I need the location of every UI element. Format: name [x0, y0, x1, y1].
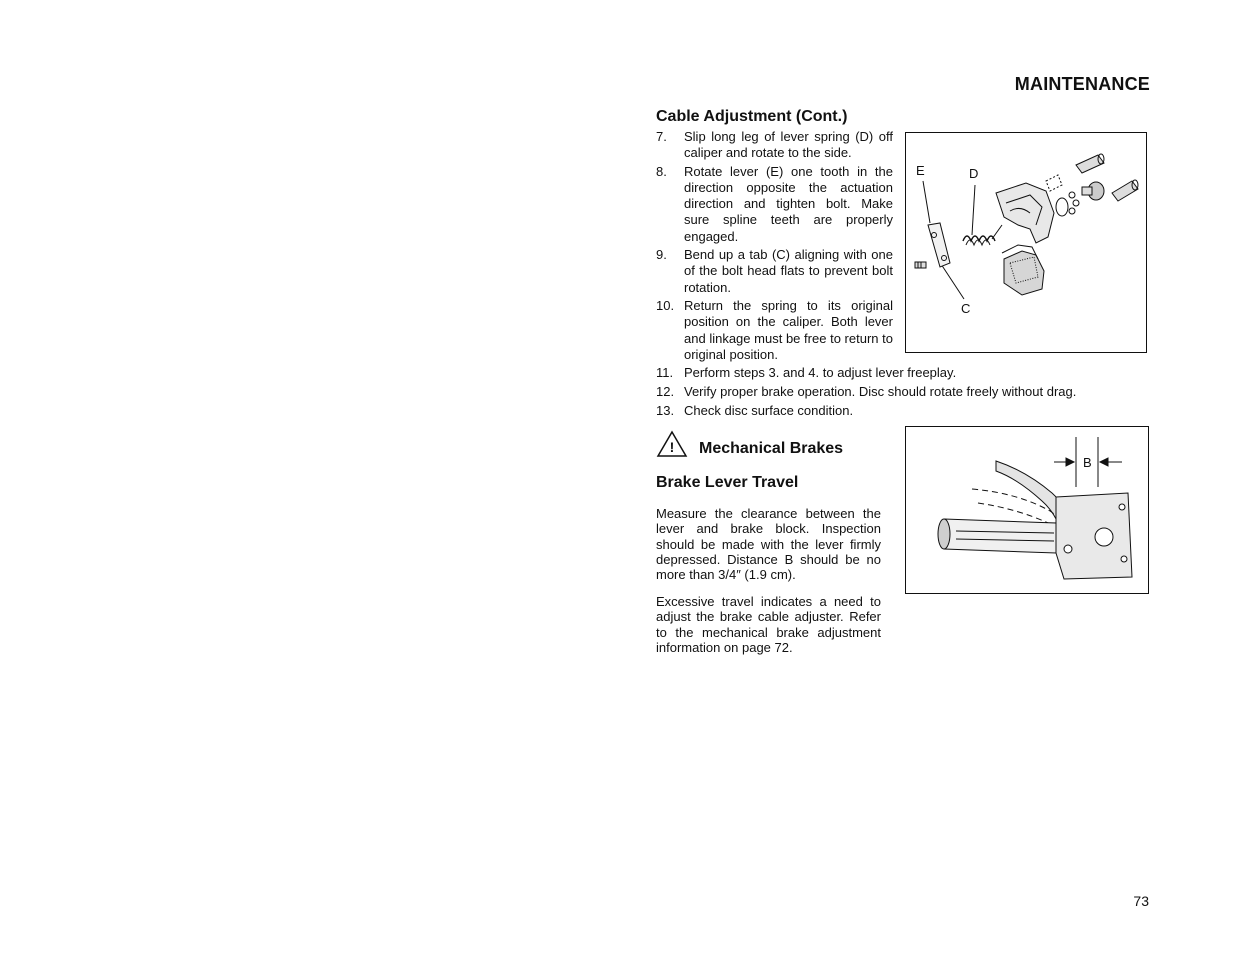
figure-label-b: B — [1083, 455, 1092, 470]
list-item: 8. Rotate lever (E) one tooth in the direction opposite the actuation direction and tighten bolt. Make sure spline teeth are properly engaged. — [656, 163, 893, 244]
list-item: 10. Return the spring to its original position on the caliper. Both lever and linkage must be free to return to original position. — [656, 297, 893, 362]
measure-clearance-paragraph: Measure the clearance between the lever and brake block. Inspection should be made with the lever firmly depressed. Distance B should be no more than 3/4″ (1.9 cm). — [656, 506, 881, 583]
caliper-exploded-figure — [905, 132, 1147, 353]
brake-lever-travel-heading: Brake Lever Travel — [656, 474, 799, 491]
figure-label-d: D — [969, 166, 979, 181]
caliper-parts-drawing — [915, 154, 1138, 299]
mechanical-brakes-heading: Mechanical Brakes — [699, 440, 844, 457]
lever-drawing — [938, 437, 1132, 579]
list-item: 9. Bend up a tab (C) aligning with one of the bolt head flats to prevent bolt rotation. — [656, 247, 893, 295]
list-item: 13. Check disc surface condition. — [656, 402, 854, 418]
list-item: 12. Verify proper brake operation. Disc should rotate freely without drag. — [656, 383, 1077, 399]
excessive-travel-paragraph: Excessive travel indicates a need to adjust the brake cable adjuster. Refer to the mechanical brake adjustment information on page 72. — [656, 594, 881, 655]
figure-label-c: C — [961, 301, 971, 316]
steps-list-narrow — [656, 129, 893, 365]
page-number: 73 — [1133, 893, 1149, 909]
figure-label-e: E — [916, 163, 925, 178]
cable-adjustment-heading: Cable Adjustment (Cont.) — [656, 108, 848, 125]
list-item: 11. Perform steps 3. and 4. to adjust lever freeplay. — [656, 365, 957, 380]
steps-list-wide — [656, 365, 1136, 421]
list-item: 7. Slip long leg of lever spring (D) off caliper and rotate to the side. — [656, 129, 893, 161]
brake-lever-figure — [905, 426, 1149, 594]
svg-text:!: ! — [669, 439, 675, 455]
section-title: MAINTENANCE — [1014, 74, 1150, 94]
warning-icon — [656, 430, 688, 458]
